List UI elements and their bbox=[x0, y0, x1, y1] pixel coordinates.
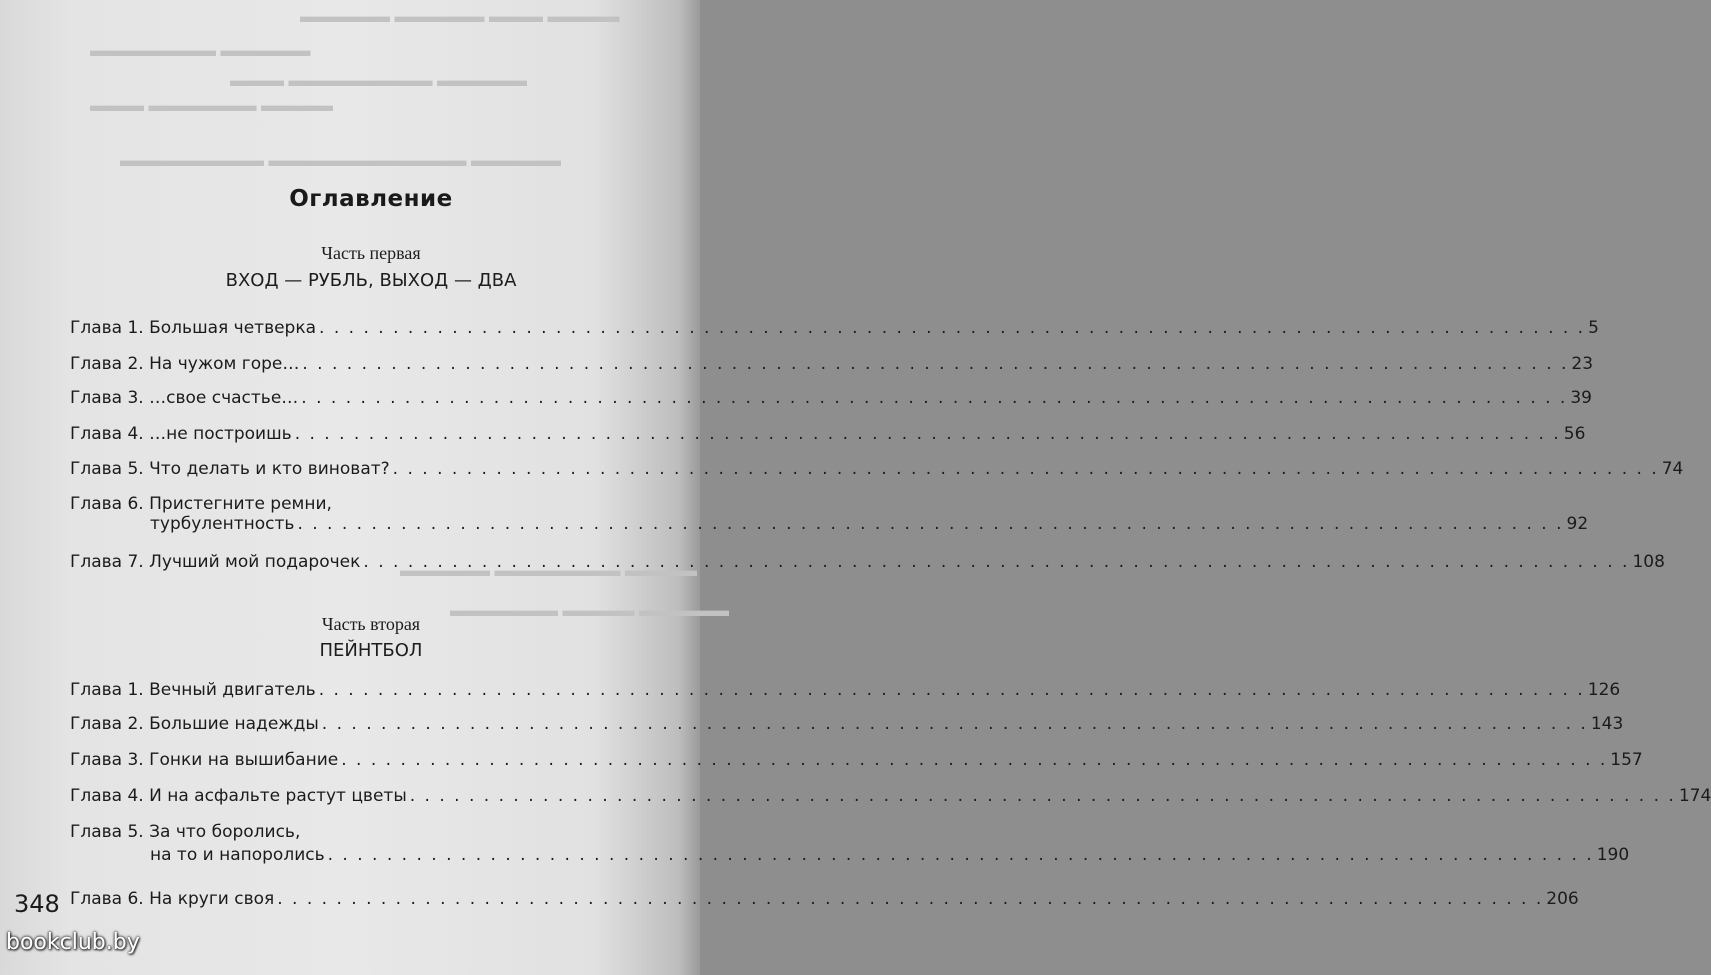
toc-entry[interactable] bbox=[70, 552, 1665, 576]
chapter-page: 126 bbox=[1587, 680, 1621, 700]
part-2-label: Часть вторая bbox=[321, 614, 421, 634]
chapter-title: Глава 3. …свое счастье… bbox=[70, 388, 299, 408]
chapter-title: Глава 2. Большие надежды bbox=[70, 714, 319, 734]
toc-entry[interactable] bbox=[70, 318, 1599, 342]
leader-dots bbox=[322, 714, 1588, 734]
chapter-page: 23 bbox=[1571, 354, 1594, 374]
chapter-title: на то и напоролись bbox=[150, 845, 325, 865]
chapter-title: турбулентность bbox=[150, 514, 295, 534]
chapter-page: 174 bbox=[1678, 786, 1711, 806]
chapter-title: Глава 6. На круги своя bbox=[70, 889, 275, 909]
leader-dots bbox=[301, 388, 1567, 408]
leader-dots bbox=[319, 318, 1585, 338]
chapter-page: 108 bbox=[1632, 552, 1665, 572]
toc-entry[interactable] bbox=[70, 354, 1594, 378]
leader-dots bbox=[363, 552, 1629, 572]
toc-entry[interactable] bbox=[70, 459, 1684, 483]
toc-entry[interactable] bbox=[70, 714, 1624, 738]
chapter-title: Глава 2. На чужом горе… bbox=[70, 354, 300, 374]
toc-entry[interactable] bbox=[70, 750, 1643, 774]
chapter-title: Глава 7. Лучший мой подарочек bbox=[70, 552, 361, 572]
leader-dots bbox=[319, 680, 1585, 700]
chapter-page: 39 bbox=[1570, 388, 1592, 408]
toc-entry[interactable] bbox=[70, 680, 1621, 704]
chapter-page: 92 bbox=[1566, 514, 1589, 534]
toc-title: Оглавление bbox=[289, 186, 453, 212]
leader-dots bbox=[328, 845, 1594, 865]
toc-entry[interactable] bbox=[150, 845, 1630, 869]
leader-dots bbox=[277, 889, 1543, 909]
chapter-title: Глава 4. …не построишь bbox=[70, 424, 292, 444]
leader-dots bbox=[295, 424, 1561, 444]
leader-dots bbox=[410, 786, 1676, 806]
chapter-page: 206 bbox=[1546, 889, 1579, 909]
chapter-title: Глава 1. Большая четверка bbox=[70, 318, 317, 338]
chapter-page: 74 bbox=[1661, 459, 1684, 479]
chapter-page: 5 bbox=[1588, 318, 1599, 338]
leader-dots bbox=[393, 459, 1659, 479]
watermark: bookclub.by bbox=[6, 930, 140, 955]
chapter-title-line1: Глава 6. Пристегните ремни, bbox=[70, 494, 332, 514]
leader-dots bbox=[302, 354, 1568, 374]
chapter-page: 190 bbox=[1596, 845, 1630, 865]
part-1-label: Часть первая bbox=[321, 243, 421, 263]
toc-entry[interactable] bbox=[70, 786, 1711, 810]
chapter-page: 143 bbox=[1590, 714, 1624, 734]
chapter-page: 157 bbox=[1610, 750, 1643, 770]
chapter-title: Глава 1. Вечный двигатель bbox=[70, 680, 316, 700]
chapter-title: Глава 3. Гонки на вышибание bbox=[70, 750, 339, 770]
part-2-name: ПЕЙНТБОЛ bbox=[319, 640, 423, 661]
chapter-page: 56 bbox=[1563, 424, 1586, 444]
book-page: ▬▬▬▬ ▬▬▬ ▬▬▬▬▬ ▬▬▬▬▬ ▬▬▬▬▬ ▬▬▬▬▬▬▬ ▬▬▬▬▬ ▬▬▬▬▬▬▬▬ ▬▬▬ ▬▬▬▬ ▬▬▬▬▬▬ ▬▬▬ ▬▬▬▬▬ ▬▬▬▬▬▬▬▬▬▬▬ ▬▬▬▬▬▬▬▬ ▬▬▬▬ ▬▬▬▬▬▬▬ ▬▬▬▬▬ ▬▬▬▬▬ ▬▬▬▬ ▬▬▬▬▬▬ Оглавление Часть первая ВХОД — РУБЛЬ, ВЫХОД — ДВА Глава 1. Большая четверка . . . 5 Глава 2. На чужом горе… . . . 23 Глава 3. …свое счастье… . . . 39 Глава 4. …не построишь . . . 56 Глава 5. Что делать и кто виноват? . . . 74 Глава 6. Пристегните ремни, турбулентность . . . 92 Глава 7. Лучший мой подарочек . . . 108 Часть вторая ПЕЙНТБОЛ Глава 1. Вечный двигатель . . . 126 Глава 2. Большие надежды . . . 143 Глава 3. Гонки на вышибание . . . 157 Глава 4. И на асфальте растут цветы . . . 174 Глава 5. За что боролись, на то и напоролись . . . 190 Глава 6. На круги своя . . . 206 348 bookclub.by bbox=[0, 0, 700, 975]
toc-entry[interactable] bbox=[70, 388, 1592, 412]
toc-entry[interactable] bbox=[150, 514, 1589, 538]
chapter-title: Глава 4. И на асфальте растут цветы bbox=[70, 786, 407, 806]
leader-dots bbox=[341, 750, 1607, 770]
page-number: 348 bbox=[14, 890, 60, 918]
leader-dots bbox=[297, 514, 1563, 534]
part-1-name: ВХОД — РУБЛЬ, ВЫХОД — ДВА bbox=[225, 270, 517, 291]
toc-entry[interactable] bbox=[70, 424, 1586, 448]
chapter-title: Глава 5. Что делать и кто виноват? bbox=[70, 459, 390, 479]
chapter-title-line1: Глава 5. За что боролись, bbox=[70, 822, 301, 842]
toc-entry[interactable] bbox=[70, 889, 1579, 913]
